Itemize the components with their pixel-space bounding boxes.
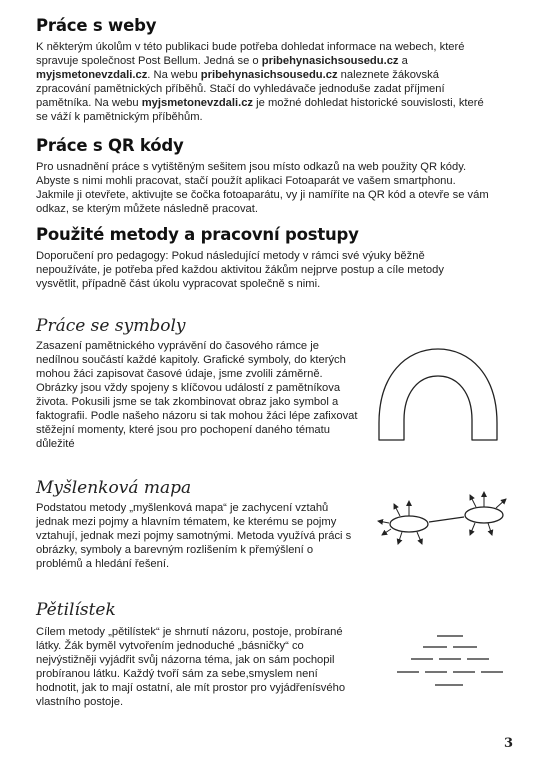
text-run: probíranou látku. Každý tvoří sám za sebe,smyslem není bbox=[36, 668, 318, 680]
text-line bbox=[36, 639, 345, 653]
text-run: . Na webu bbox=[147, 69, 201, 81]
text-run: Pro usnadnění práce s vytištěným sešitem jsou místo odkazů na web použity QR kódy. bbox=[36, 161, 467, 173]
paragraph-petilistek bbox=[36, 625, 345, 709]
paragraph-methods bbox=[36, 249, 444, 291]
text-line bbox=[36, 339, 358, 353]
text-run: Abyste s nimi mohli pracovat, stačí použít aplikaci Fotoaparát ve vašem smartphonu. bbox=[36, 175, 456, 187]
page-number: 3 bbox=[503, 736, 513, 751]
text-run: obrázky, symboly a barevným rozlišením k přemýšlení o bbox=[36, 544, 314, 556]
bold-link-text: myjsmetonevzdali.cz bbox=[141, 97, 254, 109]
text-line bbox=[36, 353, 358, 367]
text-line bbox=[36, 423, 358, 437]
text-line bbox=[36, 501, 351, 515]
text-run: nepoužíváte, je potřeba před každou aktivitou žákům nejprve postup a cíle metody bbox=[36, 264, 444, 276]
text-run: K některým úkolům v této publikaci bude potřeba dohledat informace na webech, které bbox=[36, 41, 465, 53]
text-line bbox=[36, 395, 358, 409]
text-run: se váží k pamětnickým příběhům. bbox=[36, 111, 203, 123]
text-line bbox=[36, 625, 345, 639]
text-line bbox=[36, 515, 351, 529]
text-line bbox=[36, 174, 489, 188]
text-line bbox=[36, 110, 484, 124]
text-line bbox=[36, 529, 351, 543]
text-run: Jakmile ji otevřete, aktivujte se čočka fotoaparátu, vy ji namíříte na QR kód a otevře se vám bbox=[36, 189, 489, 201]
text-line bbox=[36, 277, 444, 291]
bold-link-text: pribehynasichsousedu.cz bbox=[261, 55, 399, 67]
heading-petilistek: Pětilístek bbox=[36, 600, 116, 620]
heading-prace-s-qr-kody: Práce s QR kódy bbox=[36, 136, 184, 155]
text-run: Zasazení pamětnického vyprávění do časového rámce je bbox=[36, 340, 319, 352]
paragraph-web bbox=[36, 40, 484, 124]
text-run: zpracování pamětnických příběhů. Stačí do vyhledávače jednoduše zadat příjmení bbox=[36, 83, 445, 95]
paragraph-qr bbox=[36, 160, 489, 216]
paragraph-symboly bbox=[36, 339, 358, 451]
text-run: Obrázky jsou vždy spojeny s klíčovou událostí z pamětníkova bbox=[36, 382, 341, 394]
text-line bbox=[36, 409, 358, 423]
text-line bbox=[36, 68, 484, 82]
text-line bbox=[36, 96, 484, 110]
text-line bbox=[36, 367, 358, 381]
text-line bbox=[36, 82, 484, 96]
text-run: odkaz, se kterým můžete následně pracovat. bbox=[36, 203, 258, 215]
bold-link-text: myjsmetonevzdali.cz bbox=[36, 69, 148, 81]
text-run: problémů a hledání řešení. bbox=[36, 558, 170, 570]
text-line bbox=[36, 188, 489, 202]
text-run: mohou žáci zapisovat časové údaje, jsme zvolili záměrně. bbox=[36, 368, 323, 380]
text-run: faktografii. Podle našeho názoru si tak mohou žáci lépe zafixovat bbox=[36, 410, 358, 422]
text-run: života. Pokusili jsme se tak zkombinovat obraz jako symbol a bbox=[36, 396, 339, 408]
text-line bbox=[36, 202, 489, 216]
text-run: pamětníka. Na webu bbox=[36, 97, 142, 109]
text-line bbox=[36, 381, 358, 395]
text-run: stěžejní momenty, které jsou pro pochopení daného tématu bbox=[36, 424, 330, 436]
cinquain-icon bbox=[395, 632, 507, 690]
text-run: Cílem metody „pětilístek“ je shrnutí názoru, postoje, probírané bbox=[36, 626, 343, 638]
text-run: naleznete žákovská bbox=[337, 69, 439, 81]
heading-metody: Použité metody a pracovní postupy bbox=[36, 225, 359, 244]
text-line bbox=[36, 54, 484, 68]
paragraph-mapa bbox=[36, 501, 351, 571]
text-line bbox=[36, 653, 345, 667]
text-line bbox=[36, 667, 345, 681]
text-line bbox=[36, 543, 351, 557]
text-line bbox=[36, 160, 489, 174]
text-run: hodnotit, jak to mají ostatní, ale mít prostor pro vyjádřenísvého bbox=[36, 682, 346, 694]
text-run: vysvětlit, případně část úkolu vypracovat společně s nimi. bbox=[36, 278, 321, 290]
heading-prace-se-symboly: Práce se symboly bbox=[36, 316, 186, 336]
text-run: nejvýstižněji vyjádřit svůj názorna téma, jak on sám pochopil bbox=[36, 654, 335, 666]
text-run: Doporučení pro pedagogy: Pokud následující metody v rámci své výuky běžně bbox=[36, 250, 425, 262]
heading-prace-s-weby: Práce s weby bbox=[36, 16, 157, 35]
text-line bbox=[36, 437, 358, 451]
horseshoe-icon bbox=[374, 345, 502, 445]
text-run: vlastního postoje. bbox=[36, 696, 124, 708]
text-run: Podstatou metody „myšlenková mapa“ je zachycení vztahů bbox=[36, 502, 329, 514]
text-line bbox=[36, 249, 444, 263]
text-run: je možné dohledat historické souvislosti, které bbox=[253, 97, 484, 109]
text-line bbox=[36, 681, 345, 695]
text-run: a bbox=[398, 55, 408, 67]
bold-link-text: pribehynasichsousedu.cz bbox=[200, 69, 338, 81]
text-run: spravuje společnost Post Bellum. Jedná se o bbox=[36, 55, 262, 67]
text-line bbox=[36, 557, 351, 571]
text-line bbox=[36, 695, 345, 709]
text-run: nedílnou součástí každé kapitoly. Grafické symboly, do kterých bbox=[36, 354, 346, 366]
text-run: vztahují, jednak mezi pojmy samotnými. Metoda využívá práci s bbox=[36, 530, 352, 542]
mind-map-icon bbox=[380, 488, 510, 558]
text-line bbox=[36, 40, 484, 54]
text-run: důležité bbox=[36, 438, 75, 450]
text-line bbox=[36, 263, 444, 277]
heading-myslenkova-mapa: Myšlenková mapa bbox=[36, 478, 192, 498]
text-run: látky. Žák byměl vytvořením jednoduché „básničky“ co bbox=[36, 640, 304, 652]
text-run: jednak mezi pojmy a hlavním tématem, ke kterému se pojmy bbox=[36, 516, 337, 528]
